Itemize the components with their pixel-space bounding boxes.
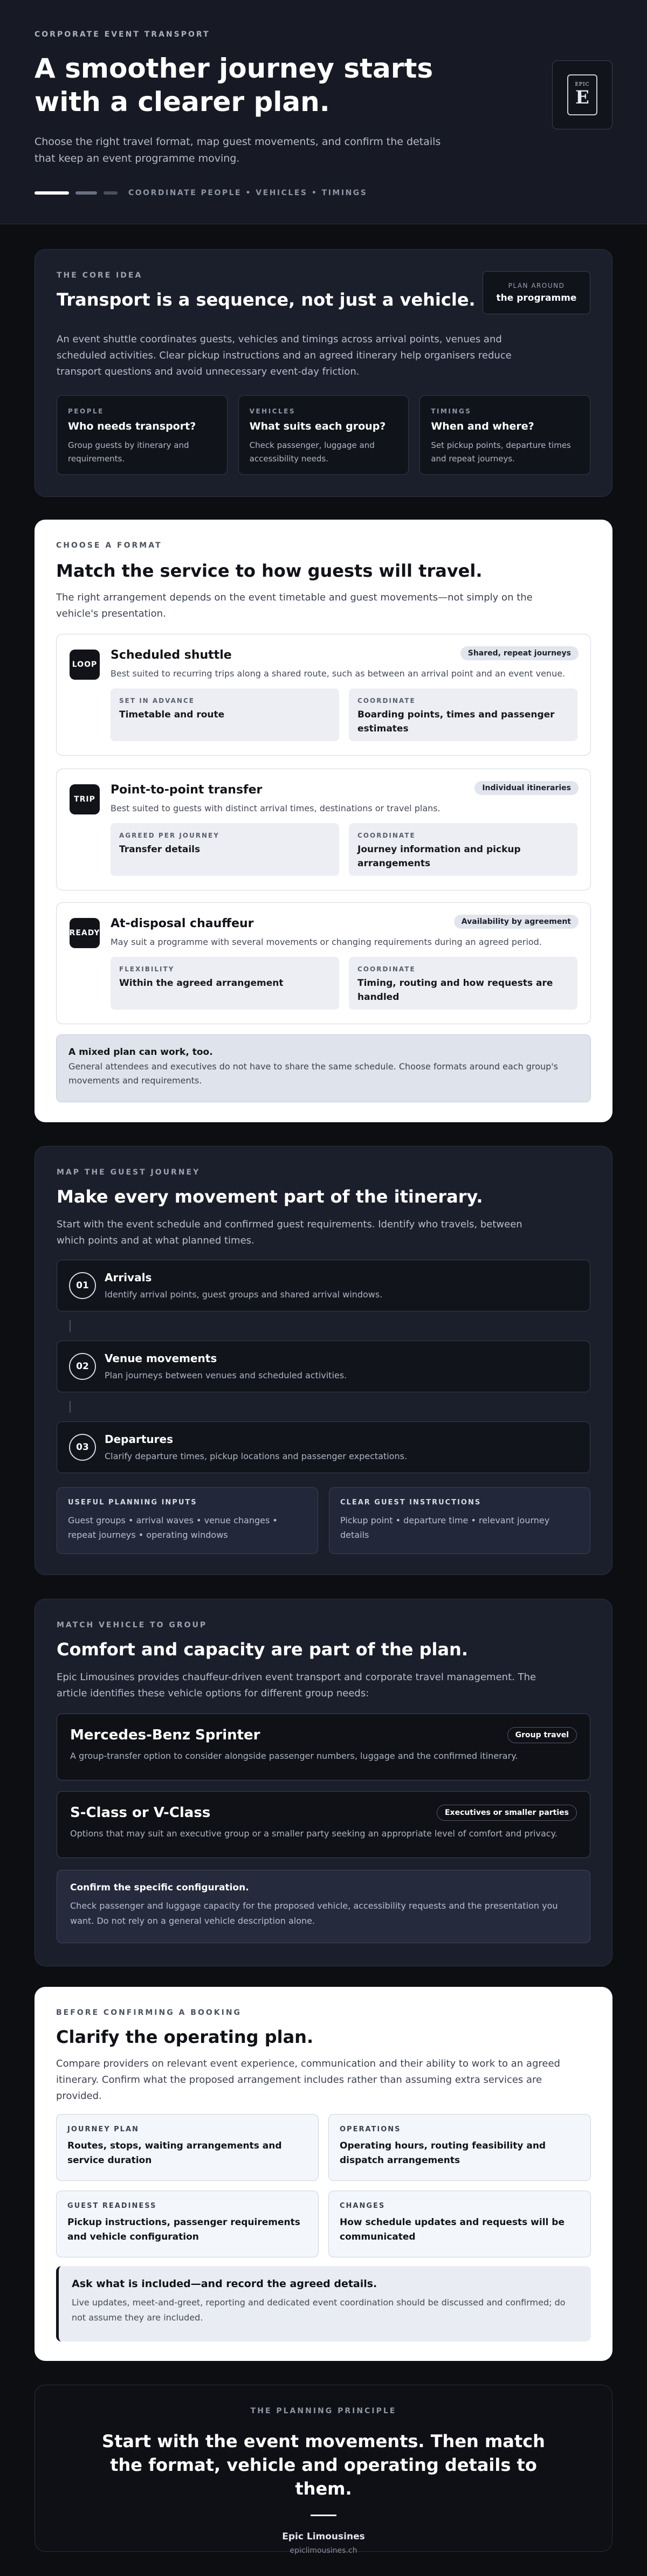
planning-inputs	[57, 1487, 590, 1554]
journey-step-venue-movements	[57, 1341, 590, 1392]
section-title: Clarify the operating plan.	[56, 2027, 314, 2047]
format-card-at-disposal	[56, 902, 591, 1024]
vehicle-title: S-Class or V-Class	[70, 1805, 211, 1821]
vehicle-body: A group-transfer option to consider alongside passenger numbers, luggage and the confirmed itinerary.	[70, 1751, 518, 1761]
section-body: Epic Limousines provides chauffeur-driven event transport and corporate travel management. The article identifies these vehicle options for different group needs:	[57, 1672, 536, 1699]
card-kicker: VEHICLES	[249, 408, 295, 415]
format-detail	[111, 957, 339, 1010]
format-tag: Individual itineraries	[474, 781, 579, 795]
guest-instructions-card	[329, 1487, 590, 1554]
checklist-card-changes	[328, 2191, 591, 2257]
section-kicker: MATCH VEHICLE TO GROUP	[57, 1621, 208, 1629]
progress-bar	[75, 191, 97, 195]
card-body: Routes, stops, waiting arrangements and service duration	[67, 2140, 282, 2166]
format-detail	[111, 823, 339, 876]
step-body: Identify arrival points, guest groups and shared arrival windows.	[105, 1289, 383, 1300]
callout-body: Live updates, meet-and-greet, reporting and dedicated event coordination should be discussed and confirmed; do not assume they are included.	[72, 2297, 566, 2323]
card-kicker: TIMINGS	[431, 408, 472, 415]
divider	[311, 2515, 336, 2516]
progress-bar-active	[35, 191, 69, 195]
format-description: May suit a programme with several movements or changing requirements during an agreed period.	[111, 937, 542, 947]
brand-logo	[552, 60, 612, 129]
note-title: Confirm the specific configuration.	[70, 1882, 249, 1893]
vehicle-match-section	[35, 1599, 612, 1966]
card-kicker: USEFUL PLANNING INPUTS	[68, 1498, 197, 1507]
logo-text: EPIC	[575, 82, 590, 87]
step-body: Plan journeys between venues and scheduled activities.	[105, 1370, 347, 1380]
section-kicker: THE CORE IDEA	[57, 271, 143, 280]
detail-kicker: FLEXIBILITY	[119, 965, 175, 973]
format-tag: Shared, repeat journeys	[460, 646, 579, 660]
detail-value: Boarding points, times and passenger estimates	[357, 709, 555, 734]
detail-kicker: AGREED PER JOURNEY	[119, 832, 219, 839]
card-kicker: OPERATIONS	[340, 2125, 401, 2133]
mixed-plan-note	[56, 1034, 591, 1102]
format-details	[111, 957, 577, 1010]
loop-badge: LOOP	[70, 650, 100, 680]
logo-seal-icon	[567, 74, 597, 115]
journey-step-arrivals	[57, 1260, 590, 1311]
section-kicker: THE PLANNING PRINCIPLE	[250, 2407, 397, 2415]
detail-value: Timetable and route	[119, 709, 225, 720]
format-card-point-to-point	[56, 769, 591, 890]
format-detail	[349, 957, 577, 1010]
detail-kicker: COORDINATE	[357, 832, 416, 839]
section-kicker: CHOOSE A FORMAT	[56, 541, 162, 550]
principle-statement: Start with the event movements. Then match the format, vehicle and operating details to them.	[102, 2431, 545, 2499]
hero-progress	[35, 189, 612, 197]
question-cards	[57, 395, 590, 475]
detail-kicker: SET IN ADVANCE	[119, 697, 195, 705]
note-title: A mixed plan can work, too.	[68, 1047, 213, 1058]
format-detail	[111, 688, 339, 741]
note-body: Check passenger and luggage capacity for the proposed vehicle, accessibility requests and the presentation you want. Do not rely on a general vehicle description alone.	[70, 1901, 558, 1926]
guest-journey-section	[35, 1146, 612, 1575]
step-number: 02	[69, 1353, 96, 1380]
card-kicker: PEOPLE	[68, 408, 104, 415]
question-card-vehicles	[238, 395, 409, 475]
card-body: Group guests by itinerary and requirements.	[68, 440, 189, 464]
hero-header	[0, 0, 647, 224]
vehicle-tag: Executives or smaller parties	[437, 1805, 577, 1821]
logo-letter: E	[575, 87, 589, 108]
card-body: Operating hours, routing feasibility and dispatch arrangements	[340, 2140, 546, 2166]
note-body: General attendees and executives do not have to share the same schedule. Choose formats around each group's movements and requirements.	[68, 1061, 559, 1086]
checklist-card-operations	[328, 2114, 591, 2181]
checklist-card-guest-readiness	[56, 2191, 319, 2257]
core-idea-section	[35, 249, 612, 497]
detail-value: Timing, routing and how requests are handled	[357, 978, 553, 1003]
format-details	[111, 688, 577, 741]
vehicle-card-s-class	[57, 1791, 590, 1858]
format-details	[111, 823, 577, 876]
chip-label: PLAN AROUND	[508, 282, 565, 289]
hero-title: A smoother journey starts with a clearer plan.	[35, 53, 433, 118]
progress-bar	[104, 191, 118, 195]
ready-badge: READY	[70, 918, 100, 948]
ask-included-callout	[56, 2266, 591, 2342]
card-title: When and where?	[431, 420, 534, 432]
section-title: Transport is a sequence, not just a vehicle.	[57, 289, 476, 310]
chip-value: the programme	[496, 293, 577, 303]
section-body: Start with the event schedule and confirmed guest requirements. Identify who travels, between which points and at what planned times.	[57, 1219, 522, 1246]
format-tag: Availability by agreement	[454, 915, 579, 929]
detail-value: Journey information and pickup arrangements	[357, 844, 521, 869]
section-kicker: MAP THE GUEST JOURNEY	[57, 1168, 201, 1177]
format-title: At-disposal chauffeur	[111, 917, 254, 930]
planning-inputs-card	[57, 1487, 318, 1554]
section-title: Match the service to how guests will travel.	[56, 561, 483, 581]
question-card-timings	[419, 395, 590, 475]
card-body: Pickup point • departure time • relevant journey details	[340, 1515, 550, 1540]
format-detail	[349, 688, 577, 741]
vehicle-body: Options that may suit an executive group or a smaller party seeking an appropriate level of comfort and privacy.	[70, 1828, 557, 1839]
confirm-configuration-note	[57, 1870, 590, 1943]
detail-kicker: COORDINATE	[357, 965, 416, 973]
card-kicker: JOURNEY PLAN	[67, 2125, 139, 2133]
plan-around-chip	[483, 271, 590, 314]
format-description: Best suited to recurring trips along a shared route, such as between an arrival point and an event venue.	[111, 668, 566, 679]
card-kicker: CLEAR GUEST INSTRUCTIONS	[340, 1498, 481, 1507]
hero-subtitle: Choose the right travel format, map guest movements, and confirm the details that keep an event programme moving.	[35, 136, 441, 164]
section-title: Comfort and capacity are part of the plan.	[57, 1639, 468, 1660]
checklist-grid	[56, 2114, 591, 2257]
step-title: Departures	[105, 1433, 173, 1446]
format-detail	[349, 823, 577, 876]
card-title: Who needs transport?	[68, 420, 196, 432]
section-body: The right arrangement depends on the event timetable and guest movements—not simply on the vehicle's presentation.	[56, 592, 533, 619]
brand-name: Epic Limousines	[282, 2531, 365, 2542]
detail-value: Within the agreed arrangement	[119, 978, 284, 989]
card-body: Guest groups • arrival waves • venue changes • repeat journeys • operating windows	[68, 1515, 278, 1540]
vehicle-card-sprinter	[57, 1714, 590, 1780]
format-title: Scheduled shuttle	[111, 648, 232, 662]
card-kicker: GUEST READINESS	[67, 2202, 157, 2210]
question-card-people	[57, 395, 228, 475]
section-body: Compare providers on relevant event experience, communication and their ability to work to an agreed itinerary. Confirm what the proposed arrangement includes rather than assuming extra services are provided.	[56, 2058, 560, 2102]
card-body: Pickup instructions, passenger requirements and vehicle configuration	[67, 2217, 300, 2242]
section-body: An event shuttle coordinates guests, vehicles and timings across arrival points, venues and scheduled activities. Clear pickup instructions and an agreed itinerary help organisers reduce transport questions and avoid unnecessary event-day friction.	[57, 334, 512, 377]
detail-kicker: COORDINATE	[357, 697, 416, 705]
checklist-card-journey-plan	[56, 2114, 319, 2181]
site-link[interactable]: epiclimousines.ch	[290, 2546, 357, 2555]
card-body: Set pickup points, departure times and repeat journeys.	[431, 440, 571, 464]
hero-tags: COORDINATE PEOPLE • VEHICLES • TIMINGS	[128, 189, 368, 197]
step-connector	[70, 1401, 71, 1413]
clarify-plan-section	[35, 1987, 612, 2361]
callout-title: Ask what is included—and record the agreed details.	[72, 2278, 377, 2290]
format-card-scheduled-shuttle	[56, 634, 591, 756]
step-number: 03	[69, 1434, 96, 1461]
step-connector	[70, 1320, 71, 1332]
card-title: What suits each group?	[249, 420, 386, 432]
trip-badge: TRIP	[70, 784, 100, 814]
section-title: Make every movement part of the itinerary.	[57, 1186, 483, 1207]
journey-step-departures	[57, 1421, 590, 1473]
step-number: 01	[69, 1272, 96, 1299]
card-body: Check passenger, luggage and accessibility needs.	[249, 440, 375, 464]
planning-principle-section	[35, 2385, 612, 2555]
format-description: Best suited to guests with distinct arrival times, destinations or travel plans.	[111, 803, 440, 813]
vehicle-title: Mercedes-Benz Sprinter	[70, 1727, 260, 1743]
card-kicker: CHANGES	[340, 2202, 386, 2210]
choose-format-section	[35, 520, 612, 1122]
step-title: Venue movements	[105, 1352, 217, 1365]
card-body: How schedule updates and requests will be communicated	[340, 2217, 565, 2242]
detail-value: Transfer details	[119, 844, 201, 855]
vehicle-tag: Group travel	[507, 1727, 577, 1743]
format-title: Point-to-point transfer	[111, 783, 263, 797]
hero-eyebrow: CORPORATE EVENT TRANSPORT	[35, 30, 210, 39]
section-kicker: BEFORE CONFIRMING A BOOKING	[56, 2008, 242, 2017]
step-body: Clarify departure times, pickup locations and passenger expectations.	[105, 1451, 408, 1461]
step-title: Arrivals	[105, 1271, 152, 1284]
